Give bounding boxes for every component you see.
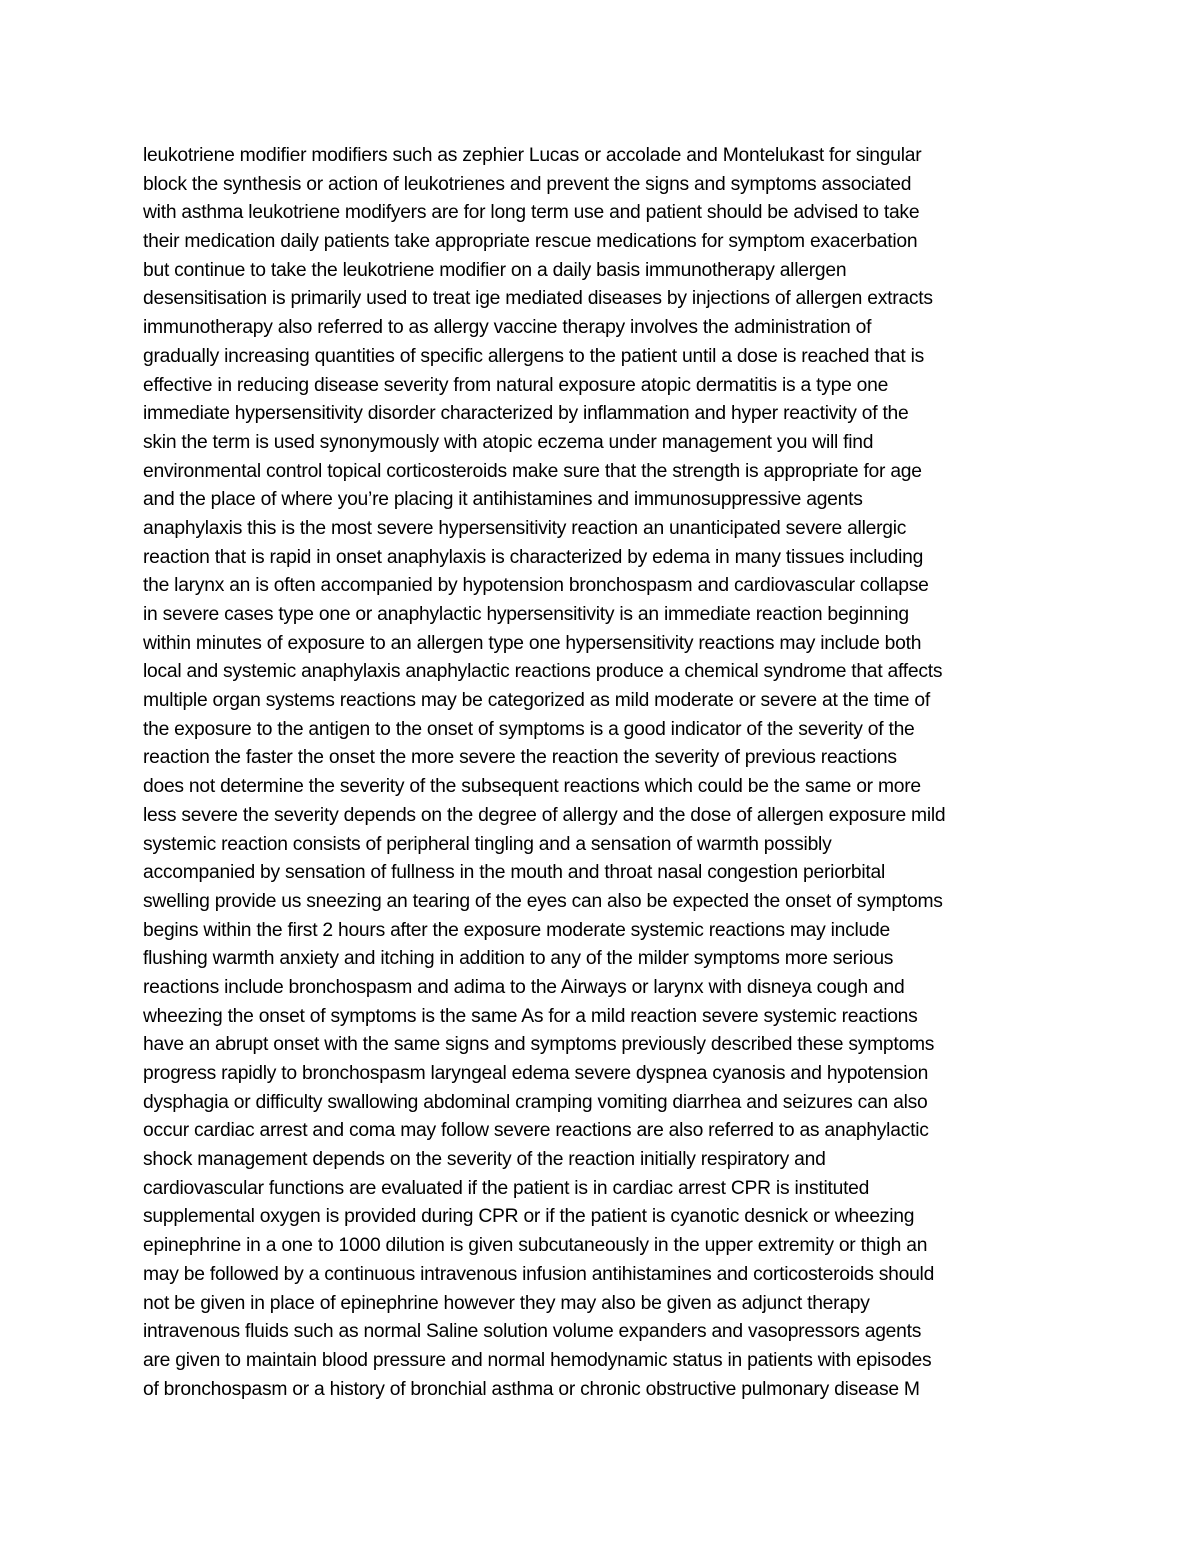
text-line: intravenous fluids such as normal Saline solution volume expanders and vasopressors agents	[143, 1321, 922, 1343]
text-line: of bronchospasm or a history of bronchial asthma or chronic obstructive pulmonary disease M	[143, 1378, 920, 1400]
text-line: gradually increasing quantities of specific allergens to the patient until a dose is reached that is	[143, 345, 925, 367]
text-line: local and systemic anaphylaxis anaphylactic reactions produce a chemical syndrome that affects	[143, 661, 943, 683]
text-line: in severe cases type one or anaphylactic hypersensitivity is an immediate reaction beginning	[143, 604, 909, 625]
text-line: the larynx an is often accompanied by hypotension bronchospasm and cardiovascular collapse	[143, 575, 929, 597]
text-line: does not determine the severity of the subsequent reactions which could be the same or more	[143, 776, 921, 798]
text-line: the exposure to the antigen to the onset of symptoms is a good indicator of the severity of the	[143, 718, 915, 740]
text-line: swelling provide us sneezing an tearing of the eyes can also be expected the onset of symptoms	[143, 890, 943, 912]
text-line: effective in reducing disease severity from natural exposure atopic dermatitis is a type one	[143, 374, 889, 396]
text-line: begins within the first 2 hours after the exposure moderate systemic reactions may include	[143, 919, 890, 941]
text-line: not be given in place of epinephrine however they may also be given as adjunct therapy	[143, 1292, 870, 1314]
text-line: reactions include bronchospasm and adima to the Airways or larynx with disneya cough and	[143, 976, 905, 998]
text-line: have an abrupt onset with the same signs and symptoms previously described these symptoms	[143, 1034, 935, 1056]
text-line: and the place of where you’re placing it antihistamines and immunosuppressive agents	[143, 489, 863, 511]
body-text	[143, 142, 1083, 1404]
text-line: are given to maintain blood pressure and normal hemodynamic status in patients with episodes	[143, 1349, 932, 1371]
text-line: reaction the faster the onset the more severe the reaction the severity of previous reactions	[143, 747, 897, 769]
text-line: epinephrine in a one to 1000 dilution is given subcutaneously in the upper extremity or thigh an	[143, 1235, 928, 1257]
text-line: less severe the severity depends on the degree of allergy and the dose of allergen exposure mild	[143, 804, 946, 826]
text-line: may be followed by a continuous intravenous infusion antihistamines and corticosteroids should	[143, 1263, 935, 1285]
text-line: with asthma leukotriene modifyers are for long term use and patient should be advised to take	[143, 202, 920, 224]
text-line: dysphagia or difficulty swallowing abdominal cramping vomiting diarrhea and seizures can also	[143, 1091, 928, 1113]
text-line: accompanied by sensation of fullness in the mouth and throat nasal congestion periorbital	[143, 862, 885, 884]
text-line: reaction that is rapid in onset anaphylaxis is characterized by edema in many tissues including	[143, 546, 924, 568]
text-line: occur cardiac arrest and coma may follow severe reactions are also referred to as anaphylactic	[143, 1120, 929, 1142]
text-line: cardiovascular functions are evaluated if the patient is in cardiac arrest CPR is instituted	[143, 1177, 870, 1199]
text-line: wheezing the onset of symptoms is the same As for a mild reaction severe systemic reactions	[143, 1005, 918, 1027]
text-line: desensitisation is primarily used to treat ige mediated diseases by injections of allergen extracts	[143, 288, 933, 310]
text-line: but continue to take the leukotriene modifier on a daily basis immunotherapy allergen	[143, 259, 847, 281]
text-line: systemic reaction consists of peripheral tingling and a sensation of warmth possibly	[143, 833, 832, 855]
text-line: within minutes of exposure to an allergen type one hypersensitivity reactions may include both	[143, 632, 922, 654]
text-line: leukotriene modifier modifiers such as zephier Lucas or accolade and Montelukast for singular	[143, 145, 922, 166]
text-line: environmental control topical corticosteroids make sure that the strength is appropriate for age	[143, 460, 922, 482]
text-line: shock management depends on the severity of the reaction initially respiratory and	[143, 1149, 826, 1171]
text-line: immediate hypersensitivity disorder characterized by inflammation and hyper reactivity of the	[143, 403, 909, 425]
text-line: block the synthesis or action of leukotrienes and prevent the signs and symptoms associated	[143, 173, 912, 195]
text-line: anaphylaxis this is the most severe hypersensitivity reaction an unanticipated severe allergic	[143, 517, 907, 539]
text-line: skin the term is used synonymously with atopic eczema under management you will find	[143, 431, 874, 453]
text-line: multiple organ systems reactions may be categorized as mild moderate or severe at the time of	[143, 690, 930, 712]
text-line: immunotherapy also referred to as allergy vaccine therapy involves the administration of	[143, 317, 872, 339]
text-line: their medication daily patients take appropriate rescue medications for symptom exacerbation	[143, 231, 918, 253]
text-line: progress rapidly to bronchospasm laryngeal edema severe dyspnea cyanosis and hypotension	[143, 1063, 929, 1084]
text-line: supplemental oxygen is provided during CPR or if the patient is cyanotic desnick or wheezing	[143, 1206, 915, 1228]
text-line: flushing warmth anxiety and itching in addition to any of the milder symptoms more serious	[143, 948, 894, 970]
